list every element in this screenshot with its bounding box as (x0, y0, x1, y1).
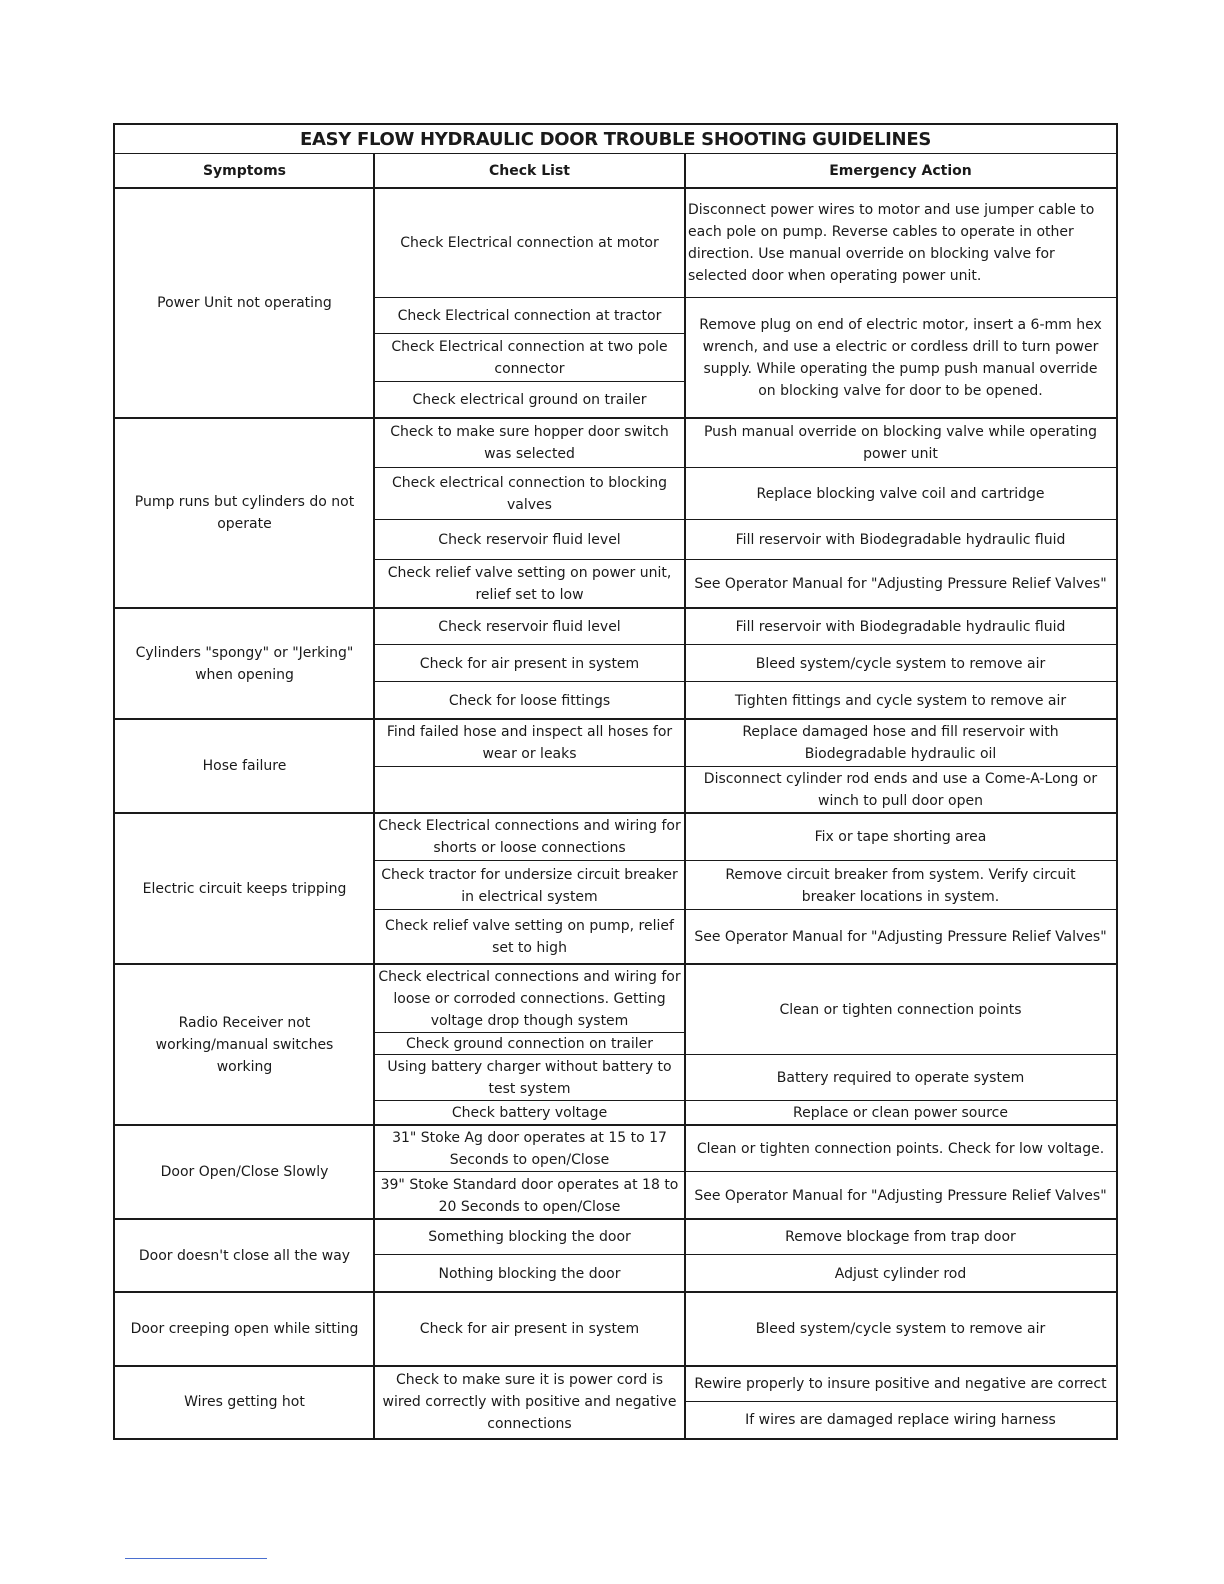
action-check-low-voltage: Clean or tighten connection points. Check for low voltage. (696, 1140, 1105, 1157)
grid-line (115, 417, 1116, 419)
check-battery-voltage: Check battery voltage (451, 1105, 608, 1121)
check-air-present: Check for air present in system (419, 655, 640, 672)
symptom-door-slow: Door Open/Close Slowly (160, 1164, 329, 1180)
grid-line (374, 681, 1116, 682)
symptom-power-unit: Power Unit not operating (157, 295, 332, 311)
check-power-cord-wiring: Check to make sure it is power cord is wired correctly with positive and negative connections (382, 1372, 677, 1432)
check-empty-cell (374, 767, 685, 813)
footer-underline (125, 1558, 267, 1559)
action-see-manual: See Operator Manual for "Adjusting Pressure Relief Valves" (694, 1187, 1107, 1204)
symptom-hose-failure: Hose failure (202, 758, 287, 774)
grid-line (374, 1100, 1116, 1101)
check-ag-door-timing: 31" Stoke Ag door operates at 15 to 17 Seconds to open/Close (392, 1129, 667, 1168)
action-bleed-system: Bleed system/cycle system to remove air (755, 1321, 1046, 1337)
grid-line (684, 153, 686, 1438)
symptom-circuit-tripping: Electric circuit keeps tripping (142, 880, 347, 897)
symptom-radio-receiver: Radio Receiver not working/manual switches working (155, 1014, 334, 1075)
action-rewire: Rewire properly to insure positive and negative are correct (694, 1376, 1107, 1392)
grid-line (115, 963, 1116, 965)
action-replace-hose: Replace damaged hose and fill reservoir with Biodegradable hydraulic oil (742, 724, 1059, 762)
action-fill-reservoir: Fill reservoir with Biodegradable hydraulic fluid (735, 618, 1066, 635)
action-see-manual: See Operator Manual for "Adjusting Pressure Relief Valves" (694, 929, 1107, 945)
grid-line (374, 644, 1116, 645)
header-action: Emergency Action (829, 163, 972, 179)
grid-line (115, 607, 1116, 609)
action-disconnect-rod: Disconnect cylinder rod ends and use a Come-A-Long or winch to pull door open (703, 771, 1098, 809)
action-replace-coil: Replace blocking valve coil and cartridge (756, 486, 1045, 502)
grid-line (115, 718, 1116, 720)
check-inspect-hoses: Find failed hose and inspect all hoses for wear or leaks (386, 724, 673, 762)
action-remove-breaker: Remove circuit breaker from system. Verify circuit breaker locations in system. (725, 866, 1076, 905)
grid-line (685, 1401, 1116, 1402)
action-see-manual: See Operator Manual for "Adjusting Pressure Relief Valves" (694, 576, 1107, 592)
action-fill-reservoir: Fill reservoir with Biodegradable hydraulic fluid (735, 532, 1066, 548)
grid-line (373, 153, 375, 1438)
action-drill-override: Remove plug on end of electric motor, insert a 6-mm hex wrench, and use a electric or cordless drill to turn power supply. While operating the pump push manual override on blocking valve for door to be opened. (699, 317, 1102, 399)
grid-line (374, 1254, 1116, 1255)
grid-line (374, 381, 685, 382)
action-replace-power-source: Replace or clean power source (793, 1105, 1008, 1121)
check-battery-charger: Using battery charger without battery to test system (387, 1059, 672, 1097)
check-wiring-shorts: Check Electrical connections and wiring for shorts or loose connections (378, 818, 681, 856)
check-tractor-connection: Check Electrical connection at tractor (397, 308, 662, 324)
grid-line (374, 333, 685, 334)
check-relief-high: Check relief valve setting on pump, relief set to high (385, 918, 674, 956)
symptom-door-not-closing: Door doesn't close all the way (138, 1247, 351, 1264)
action-adjust-cylinder-rod: Adjust cylinder rod (834, 1265, 967, 1282)
action-battery-required: Battery required to operate system (776, 1070, 1025, 1086)
symptom-door-creeping: Door creeping open while sitting (130, 1321, 359, 1337)
grid-line (115, 187, 1116, 189)
action-bleed-system: Bleed system/cycle system to remove air (755, 655, 1046, 672)
action-replace-harness: If wires are damaged replace wiring harness (745, 1412, 1056, 1428)
action-clean-connections: Clean or tighten connection points (779, 1001, 1022, 1018)
grid-line (115, 812, 1116, 814)
grid-line (115, 1365, 1116, 1367)
grid-line (374, 1032, 685, 1033)
grid-line (115, 153, 1116, 154)
header-checklist: Check List (489, 163, 570, 179)
check-something-blocking: Something blocking the door (428, 1229, 631, 1245)
grid-line (115, 1218, 1116, 1220)
check-nothing-blocking: Nothing blocking the door (438, 1265, 621, 1282)
check-two-pole-connection: Check Electrical connection at two pole connector (391, 339, 668, 377)
grid-line (374, 766, 1116, 767)
grid-line (374, 559, 1116, 560)
symptom-pump-runs: Pump runs but cylinders do not operate (134, 494, 355, 532)
grid-line (374, 519, 1116, 520)
grid-line (374, 1054, 1116, 1055)
grid-line (374, 297, 1116, 298)
grid-line (374, 860, 1116, 861)
grid-line (115, 1124, 1116, 1126)
check-standard-door-timing: 39" Stoke Standard door operates at 18 to 20 Seconds to open/Close (380, 1176, 679, 1215)
check-ground-connection: Check ground connection on trailer (406, 1036, 653, 1052)
symptom-cylinders-spongy: Cylinders "spongy" or "Jerking" when opening (135, 644, 354, 683)
check-relief-low: Check relief valve setting on power unit, relief set to low (387, 565, 672, 603)
troubleshooting-table (113, 123, 1118, 1440)
grid-line (374, 909, 1116, 910)
action-jumper-cable: Disconnect power wires to motor and use jumper cable to each pole on pump. Reverse cables to operate in other direction. Use manual override on blocking valve for selected door when operating power unit. (688, 202, 1095, 284)
action-tape-short: Fix or tape shorting area (814, 829, 987, 845)
table-title: EASY FLOW HYDRAULIC DOOR TROUBLE SHOOTING GUIDELINES (300, 128, 931, 150)
grid-line (115, 1291, 1116, 1293)
check-blocking-valves: Check electrical connection to blocking valves (392, 475, 667, 513)
check-reservoir-level: Check reservoir fluid level (438, 618, 621, 635)
check-motor-connection: Check Electrical connection at motor (400, 235, 659, 251)
grid-line (374, 467, 1116, 468)
check-reservoir-level: Check reservoir fluid level (438, 532, 621, 548)
action-tighten-fittings: Tighten fittings and cycle system to remove air (734, 692, 1067, 709)
check-loose-fittings: Check for loose fittings (448, 692, 611, 709)
check-air-present: Check for air present in system (419, 1321, 640, 1337)
check-trailer-ground: Check electrical ground on trailer (412, 392, 647, 408)
check-circuit-breaker: Check tractor for undersize circuit breaker in electrical system (381, 866, 678, 905)
action-manual-override: Push manual override on blocking valve while operating power unit (703, 424, 1098, 462)
symptom-wires-hot: Wires getting hot (184, 1394, 305, 1410)
action-remove-blockage: Remove blockage from trap door (785, 1229, 1016, 1245)
check-hopper-switch: Check to make sure hopper door switch was selected (390, 424, 669, 462)
check-corroded-connections: Check electrical connections and wiring for loose or corroded connections. Getting voltage drop though system (378, 968, 681, 1029)
header-symptoms: Symptoms (202, 163, 287, 179)
grid-line (374, 1171, 1116, 1172)
